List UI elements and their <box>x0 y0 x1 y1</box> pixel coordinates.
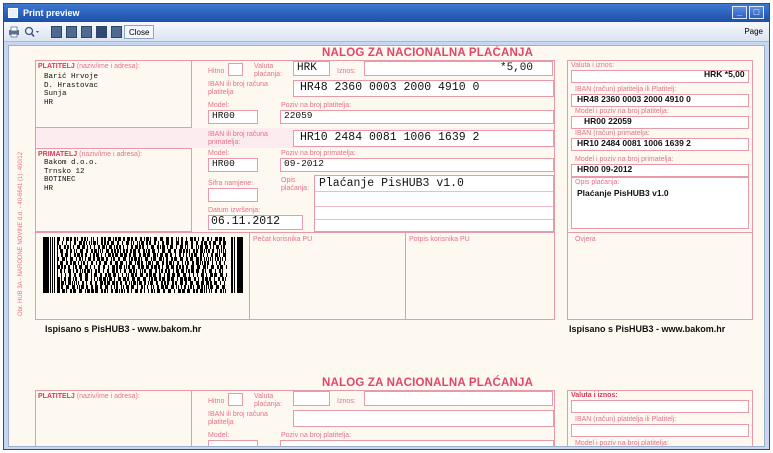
payer-ref-value: 22059 <box>284 110 313 121</box>
description-line <box>315 206 553 207</box>
minimize-button[interactable]: _ <box>732 6 747 19</box>
window-title: Print preview <box>23 8 80 18</box>
payer-label-2: PLATITELJ (naziv/ime i adresa): <box>38 393 140 400</box>
payer-model-label: Model: <box>208 102 230 109</box>
verification-label: Ovjera <box>575 236 596 243</box>
title-bar <box>4 4 769 22</box>
receiver-model-label: Model: <box>208 150 230 157</box>
receiver-iban-label: IBAN ili broj računa primatelja: <box>208 131 268 146</box>
currency-value: HRK <box>297 62 317 74</box>
description-line <box>315 219 553 220</box>
payer-ref-field[interactable] <box>280 110 554 124</box>
zoom-icon[interactable] <box>24 26 40 38</box>
receipt-description-label: Opis plaćanja: <box>575 179 620 186</box>
payer-ref-label: Poziv na broj platitelja: <box>281 102 352 109</box>
urgent-label-2: Hitno <box>208 398 225 405</box>
one-page-icon[interactable] <box>51 26 62 38</box>
amount-label: Iznos: <box>337 68 356 75</box>
stamp-label: Pečat korisnika PU <box>253 236 313 243</box>
two-pages-icon[interactable] <box>66 26 77 38</box>
maximize-button[interactable]: □ <box>749 6 764 19</box>
receipt-receiver-iban-value: HR10 2484 0081 1006 1639 2 <box>577 138 691 148</box>
purpose-code-field[interactable] <box>208 188 258 202</box>
purpose-code-label: Šifra namjene: <box>208 180 254 187</box>
three-pages-icon[interactable] <box>81 26 92 38</box>
receipt-currency-amount-label: Valuta i iznos: <box>571 62 615 69</box>
payer-iban-label: IBAN ili broj računa platitelja <box>208 81 268 96</box>
payer-ref-field-2[interactable] <box>280 440 554 447</box>
payer-label: PLATITELJ (naziv/ime i adresa): <box>38 63 140 70</box>
receipt-payer-model-label: Model i poziv na broj platitelja: <box>575 108 669 115</box>
payer-ref-label-2: Poziv na broj platitelja: <box>281 432 352 439</box>
description-label: Opis plaćanja: <box>281 177 310 192</box>
receiver-label: PRIMATELJ (naziv/ime i adresa): <box>38 151 143 158</box>
close-button[interactable]: Close <box>124 25 154 39</box>
payer-address: Barić Hrvoje D. Hrastovac Sunja HR <box>44 73 99 107</box>
receipt-payer-iban-field-2[interactable] <box>571 424 749 437</box>
form2-header: NALOG ZA NACIONALNA PLAĆANJA <box>322 377 534 389</box>
divider <box>249 232 250 320</box>
receipt-printed-by-text: Ispisano s PisHUB3 - www.bakom.hr <box>569 324 726 334</box>
four-pages-icon[interactable] <box>96 26 107 38</box>
receipt-receiver-model-label: Model i poziv na broj primatelja: <box>575 156 674 163</box>
description-value: Plaćanje PisHUB3 v1.0 <box>319 177 464 190</box>
receiver-ref-value: 09-2012 <box>284 158 324 169</box>
urgent-checkbox-2[interactable] <box>228 393 243 406</box>
print-icon[interactable] <box>8 26 20 38</box>
preview-area[interactable] <box>8 45 765 447</box>
payer-model-value: HR00 <box>212 110 235 121</box>
toolbar <box>4 22 769 42</box>
payer-iban-field-2[interactable] <box>293 410 554 427</box>
page-label: Page <box>744 27 763 36</box>
urgent-checkbox[interactable] <box>228 63 243 76</box>
execution-date-value: 06.11.2012 <box>211 215 281 228</box>
receipt-currency-amount-field-2[interactable] <box>571 400 749 413</box>
receiver-iban-value: HR10 2484 0081 1006 1639 2 <box>300 131 480 144</box>
execution-date-label: Datum izvršenja: <box>208 207 261 214</box>
receipt-receiver-model-value: HR00 09-2012 <box>577 164 633 174</box>
receipt-currency-amount-value: HRK *5,00 <box>704 69 745 79</box>
amount-field-2[interactable] <box>364 391 553 406</box>
signature-label: Potpis korisnika PU <box>409 236 470 243</box>
receipt-currency-amount-label-2: Valuta i iznos: <box>571 392 618 399</box>
form-header: NALOG ZA NACIONALNA PLAĆANJA <box>322 47 534 59</box>
amount-label-2: Iznos: <box>337 398 356 405</box>
pdf417-barcode <box>43 237 243 298</box>
app-icon <box>8 8 18 18</box>
currency-label-2: Valuta plaćanja: <box>254 393 283 408</box>
receipt-payer-iban-value: HR48 2360 0003 2000 4910 0 <box>577 94 691 104</box>
receiver-ref-label: Poziv na broj primatelja: <box>281 150 356 157</box>
currency-field-2[interactable] <box>293 391 330 406</box>
receipt-description-value: Plaćanje PisHUB3 v1.0 <box>577 188 669 198</box>
payer-model-label-2: Model: <box>208 432 230 439</box>
six-pages-icon[interactable] <box>111 26 122 38</box>
printed-by-text: Ispisano s PisHUB3 - www.bakom.hr <box>45 324 202 334</box>
print-preview-window <box>3 3 770 450</box>
receiver-address: Bakom d.o.o. Trnsko 12 BOTINEC HR <box>44 159 99 193</box>
receipt-payer-model-value: HR00 22059 <box>584 116 632 126</box>
divider <box>567 232 753 233</box>
receipt-payer-iban-label-2: IBAN (račun) platitelja ili Platitelj: <box>575 416 677 423</box>
receipt-receiver-iban-label: IBAN (račun) primatelja: <box>575 130 650 137</box>
receipt-payer-iban-label: IBAN (račun) platitelja ili Platitelj: <box>575 86 677 93</box>
receiver-model-value: HR00 <box>212 158 235 169</box>
payer-iban-value: HR48 2360 0003 2000 4910 0 <box>300 81 480 94</box>
receipt-payer-model-label-2: Model i poziv na broj platitelja: <box>575 440 669 447</box>
urgent-label: Hitno <box>208 68 225 75</box>
divider <box>405 232 406 320</box>
vertical-note: Obr. HUB 3A - NARODNE NOVINE d.d. - 40-6641 (1). 400/12 <box>18 151 24 316</box>
payer-model-field-2[interactable] <box>208 440 258 447</box>
currency-label: Valuta plaćanja: <box>254 63 283 78</box>
amount-value: *5,00 <box>500 62 534 74</box>
description-line <box>315 191 553 192</box>
payer-iban-label-2: IBAN ili broj računa platitelja <box>208 411 268 426</box>
